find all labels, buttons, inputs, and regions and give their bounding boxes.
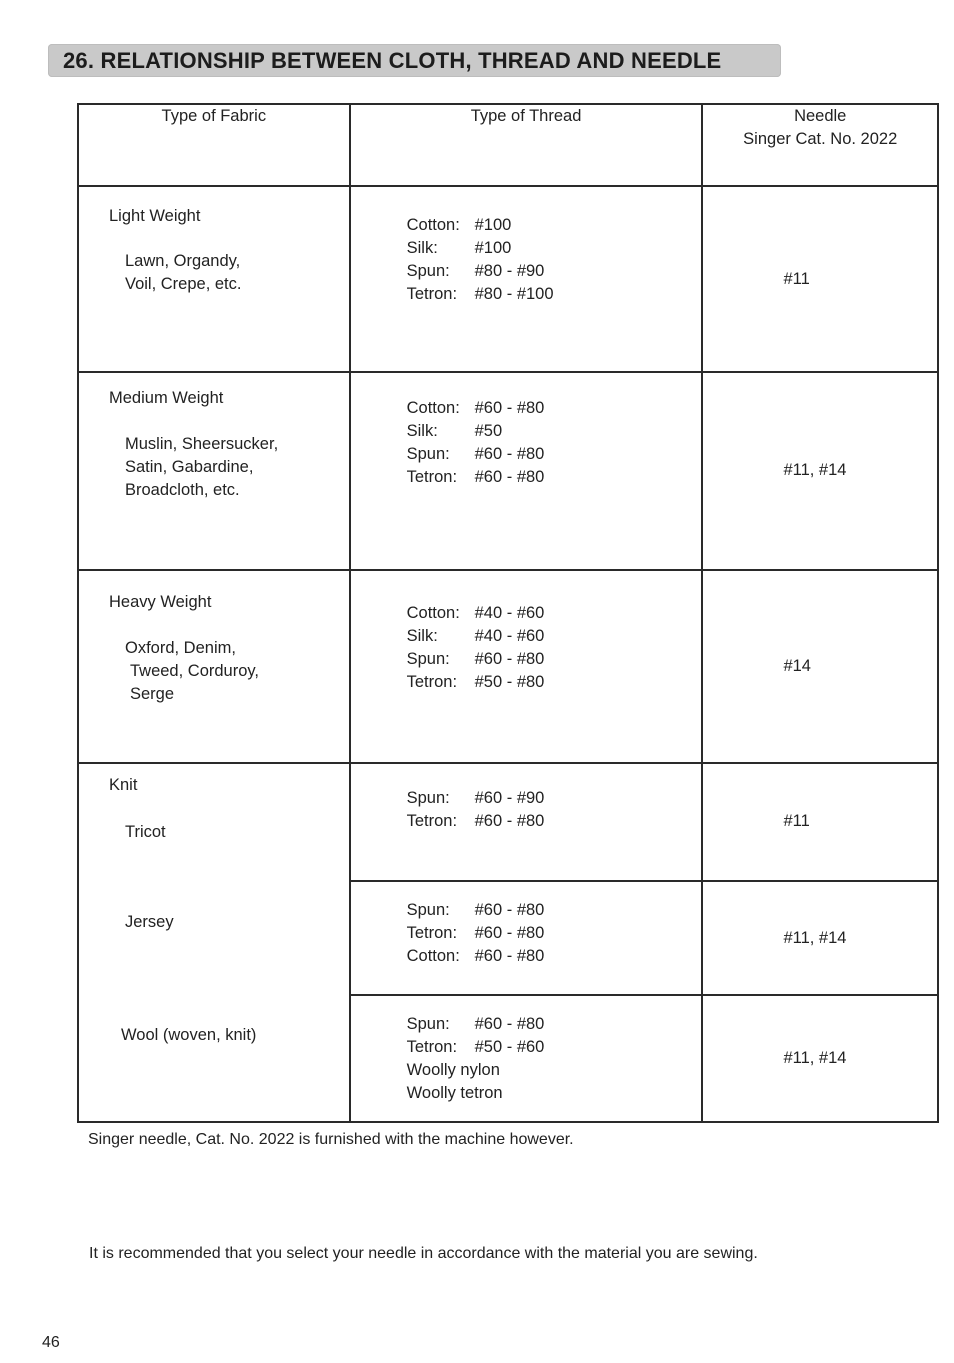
thread-item: Cotton: #60 - #80 xyxy=(406,399,545,418)
fabric-example: Tricot xyxy=(125,822,166,841)
fabric-cell-knit xyxy=(78,763,350,1122)
thread-item: Tetron: #60 - #80 xyxy=(406,924,545,942)
header-needle-line2: Singer Cat. No. 2022 xyxy=(743,130,898,148)
thread-item: Woolly tetron xyxy=(406,1084,503,1103)
thread-item: Spun: #80 - #90 xyxy=(406,262,545,281)
thread-item: Tetron: #60 - #80 xyxy=(406,468,545,487)
thread-cell xyxy=(350,186,703,372)
table-row xyxy=(78,372,938,570)
fabric-example: Lawn, Organdy, xyxy=(125,252,241,271)
thread-item: Spun: #60 - #80 xyxy=(406,901,545,919)
thread-list xyxy=(351,571,702,694)
thread-item: Spun: #60 - #80 xyxy=(406,649,545,668)
table-row xyxy=(78,763,938,881)
fabric-example: Tweed, Corduroy, xyxy=(130,661,260,680)
fabric-cell xyxy=(78,186,350,372)
thread-item: Spun: #60 - #80 xyxy=(406,445,545,464)
needle-furnished-note: Singer needle, Cat. No. 2022 is furnished with the machine however. xyxy=(88,1131,574,1148)
thread-list xyxy=(351,373,702,489)
fabric-example: Wool (woven, knit) xyxy=(121,1025,257,1044)
needle-cell: #11, #14 xyxy=(702,881,938,995)
needle-cell: #11, #14 xyxy=(702,372,938,570)
thread-list xyxy=(351,187,702,306)
thread-item: Silk: #50 xyxy=(406,422,503,441)
section-title: 26. RELATIONSHIP BETWEEN CLOTH, THREAD AND NEEDLE xyxy=(63,48,722,73)
thread-cell xyxy=(350,372,703,570)
fabric-example: Muslin, Sheersucker, xyxy=(125,435,279,454)
thread-list xyxy=(351,764,702,833)
needle-cell: #11 xyxy=(702,186,938,372)
fabric-example: Jersey xyxy=(125,912,174,931)
header-fabric: Type of Fabric xyxy=(78,104,350,186)
thread-item: Silk: #100 xyxy=(406,239,512,258)
fabric-cell xyxy=(78,372,350,570)
thread-item: Cotton: #100 xyxy=(406,216,512,235)
header-needle-line1: Needle xyxy=(794,107,847,125)
thread-item: Cotton: #40 - #60 xyxy=(406,603,545,622)
fabric-category: Heavy Weight xyxy=(109,592,212,611)
fabric-category: Light Weight xyxy=(109,207,201,226)
thread-item: Woolly nylon xyxy=(406,1061,500,1080)
thread-list xyxy=(351,996,702,1105)
table-row xyxy=(78,570,938,763)
page-number: 46 xyxy=(42,1334,60,1351)
thread-item: Tetron: #50 - #80 xyxy=(406,672,545,691)
fabric-category: Knit xyxy=(109,775,138,794)
fabric-examples xyxy=(125,250,241,296)
fabric-example: Oxford, Denim, xyxy=(125,638,236,657)
thread-cell xyxy=(350,881,703,995)
thread-item: Tetron: #60 - #80 xyxy=(406,811,545,830)
table-header-row xyxy=(78,104,938,186)
fabric-examples xyxy=(125,433,278,502)
thread-item: Tetron: #80 - #100 xyxy=(406,285,554,304)
section-title-bar xyxy=(48,44,781,77)
needle-cell: #11 xyxy=(702,763,938,881)
thread-item: Cotton: #60 - #80 xyxy=(406,947,545,965)
thread-item: Silk: #40 - #60 xyxy=(406,626,545,645)
fabric-example: Voil, Crepe, etc. xyxy=(125,275,242,294)
thread-cell xyxy=(350,763,703,881)
thread-cell xyxy=(350,995,703,1122)
fabric-example: Serge xyxy=(130,684,175,703)
fabric-thread-needle-table xyxy=(77,103,939,1123)
recommendation-note: It is recommended that you select your needle in accordance with the material you are sewing. xyxy=(89,1245,758,1262)
thread-item: Spun: #60 - #90 xyxy=(406,788,545,807)
fabric-cell xyxy=(78,570,350,763)
needle-cell: #11, #14 xyxy=(702,995,938,1122)
fabric-example: Broadcloth, etc. xyxy=(125,481,240,500)
thread-list xyxy=(351,882,702,968)
fabric-category: Medium Weight xyxy=(109,389,224,408)
table-row xyxy=(78,186,938,372)
thread-item: Tetron: #50 - #60 xyxy=(406,1038,545,1057)
fabric-example: Satin, Gabardine, xyxy=(125,458,254,477)
header-needle xyxy=(702,104,938,186)
fabric-examples xyxy=(125,637,259,706)
header-thread: Type of Thread xyxy=(350,104,703,186)
thread-cell xyxy=(350,570,703,763)
thread-item: Spun: #60 - #80 xyxy=(406,1015,545,1034)
needle-cell: #14 xyxy=(702,570,938,763)
